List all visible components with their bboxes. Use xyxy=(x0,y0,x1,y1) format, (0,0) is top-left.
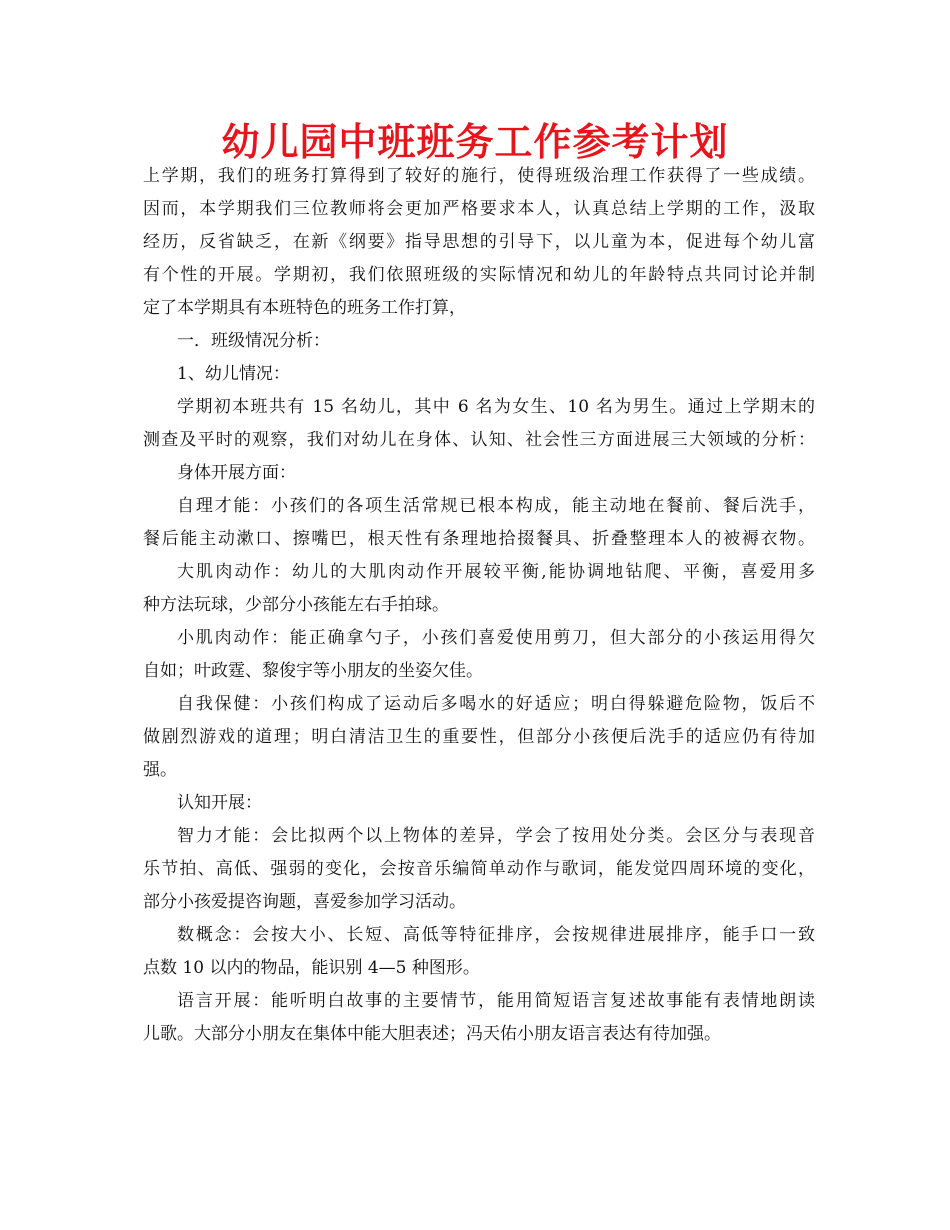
paragraph-line: 自我保健：小孩们构成了运动后多喝水的好适应；明白得躲避危险物，饭后不 xyxy=(177,694,815,714)
paragraph-line: 自如；叶政霆、黎俊宇等小朋友的坐姿欠佳。 xyxy=(143,661,483,681)
paragraph-line: 强。 xyxy=(143,760,177,780)
paragraph-line: 语言开展：能听明白故事的主要情节，能用简短语言复述故事能有表情地朗读 xyxy=(177,991,815,1011)
document-body xyxy=(143,161,815,1052)
paragraph-line: 因而，本学期我们三位教师将会更加严格要求本人，认真总结上学期的工作，汲取 xyxy=(143,199,815,219)
paragraph-line: 认知开展： xyxy=(177,793,262,813)
paragraph-line: 做剧烈游戏的道理；明白清洁卫生的重要性，但部分小孩便后洗手的适应仍有待加 xyxy=(143,727,815,747)
paragraph-line: 1、幼儿情况： xyxy=(177,364,290,384)
paragraph-line: 大肌肉动作：幼儿的大肌肉动作开展较平衡,能协调地钻爬、平衡，喜爱用多 xyxy=(177,562,815,582)
paragraph-line: 自理才能：小孩们的各项生活常规已根本构成，能主动地在餐前、餐后洗手， xyxy=(177,496,815,516)
paragraph-line: 部分小孩爱提咨询题，喜爱参加学习活动。 xyxy=(143,892,466,912)
paragraph-line: 经历，反省缺乏，在新《纲要》指导思想的引导下，以儿童为本，促进每个幼儿富 xyxy=(143,232,815,252)
paragraph-line: 种方法玩球，少部分小孩能左右手拍球。 xyxy=(143,595,449,615)
paragraph-line: 数概念：会按大小、长短、高低等特征排序，会按规律进展排序，能手口一致 xyxy=(177,925,815,945)
paragraph-line: 上学期，我们的班务打算得到了较好的施行，使得班级治理工作获得了一些成绩。 xyxy=(143,166,815,186)
paragraph-line: 定了本学期具有本班特色的班务工作打算， xyxy=(143,298,466,318)
paragraph-line: 身体开展方面： xyxy=(177,463,296,483)
paragraph-line: 智力才能：会比拟两个以上物体的差异，学会了按用处分类。会区分与表现音 xyxy=(177,826,815,846)
paragraph-line: 学期初本班共有 15 名幼儿，其中 6 名为女生、10 名为男生。通过上学期末的 xyxy=(177,397,815,417)
paragraph-line: 乐节拍、高低、强弱的变化，会按音乐编简单动作与歌词，能发觉四周环境的变化， xyxy=(143,859,815,879)
paragraph-line: 儿歌。大部分小朋友在集体中能大胆表述；冯天佑小朋友语言表达有待加强。 xyxy=(143,1024,721,1044)
paragraph-line: 餐后能主动漱口、擦嘴巴，根天性有条理地拾掇餐具、折叠整理本人的被褥衣物。 xyxy=(143,529,815,549)
paragraph-line: 小肌肉动作：能正确拿勺子，小孩们喜爱使用剪刀，但大部分的小孩运用得欠 xyxy=(177,628,815,648)
paragraph-line: 一．班级情况分析： xyxy=(177,331,330,351)
paragraph-line: 点数 10 以内的物品，能识别 4—5 种图形。 xyxy=(143,958,480,978)
paragraph-line: 有个性的开展。学期初，我们依照班级的实际情况和幼儿的年龄特点共同讨论并制 xyxy=(143,265,815,285)
paragraph-line: 测查及平时的观察，我们对幼儿在身体、认知、社会性三方面进展三大领域的分析： xyxy=(143,430,815,450)
document-title: 幼儿园中班班务工作参考计划 xyxy=(221,120,729,164)
